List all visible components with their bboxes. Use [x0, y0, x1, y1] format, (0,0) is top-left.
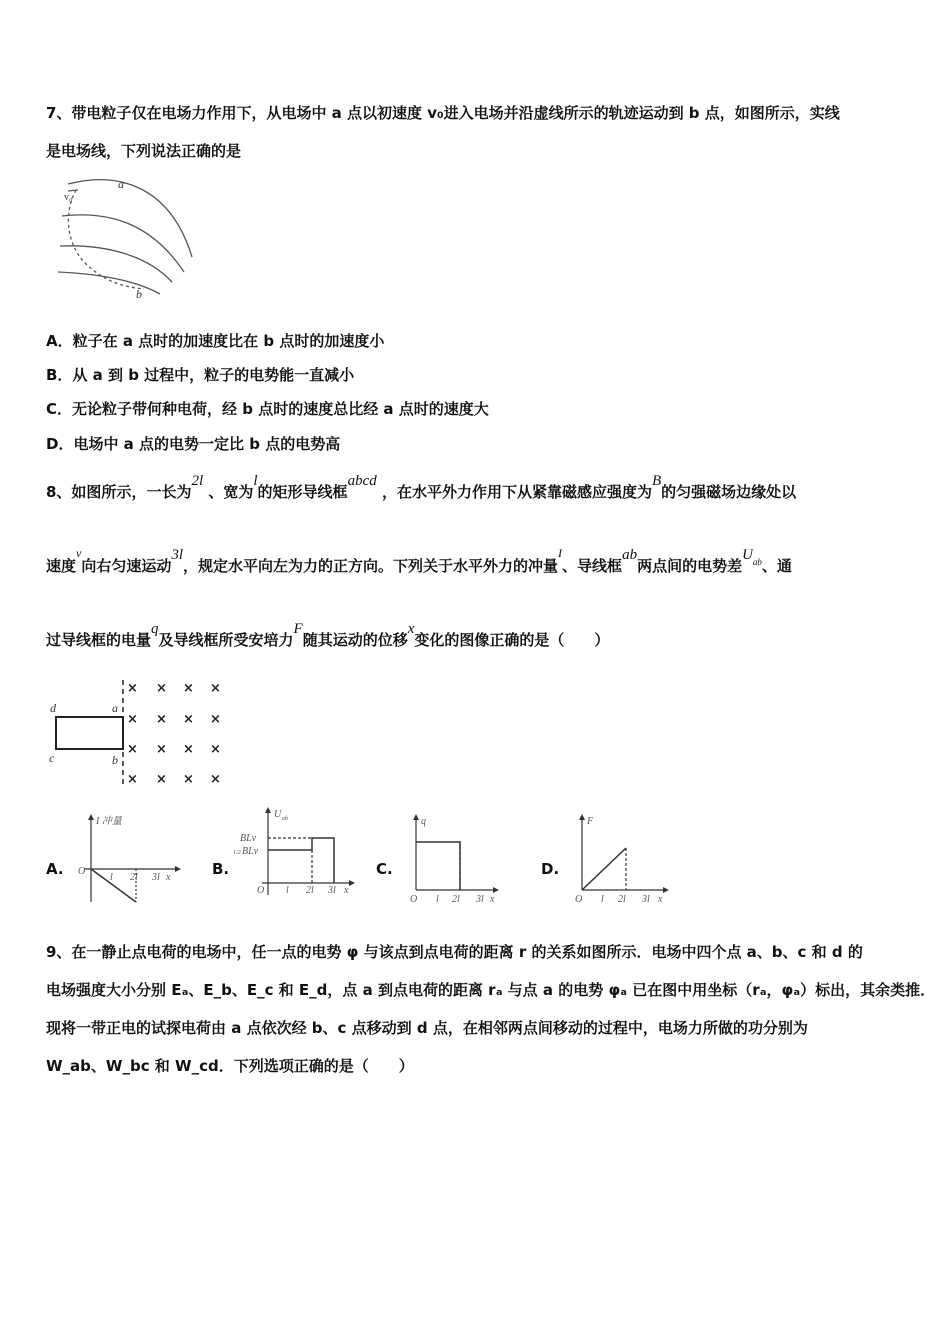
q7-stem-line1: 7、带电粒子仅在电场力作用下，从电场中 a 点以初速度 v₀进入电场并沿虚线所示的轨迹运动到 b 点，如图所示，实线 [46, 104, 840, 122]
label-v0: v₀ [64, 192, 73, 203]
q7-option-d: D．电场中 a 点的电势一定比 b 点的电势高 [46, 435, 341, 453]
svg-text:×: × [127, 681, 138, 696]
svg-text:×: × [210, 742, 221, 757]
field-line-4 [58, 272, 160, 294]
label-d: d [50, 701, 56, 715]
svg-text:x: x [166, 872, 171, 883]
svg-text:×: × [183, 681, 194, 696]
label-b: b [136, 287, 142, 301]
svg-text:×: × [183, 712, 194, 727]
svg-text:l: l [110, 872, 113, 883]
trajectory-dashed [68, 190, 144, 289]
svg-text:2l: 2l [306, 885, 314, 896]
label-b: b [112, 753, 118, 767]
svg-text:l: l [601, 894, 604, 905]
svg-text:3l: 3l [152, 872, 160, 883]
svg-text:l: l [286, 885, 289, 896]
field-line-1 [68, 180, 192, 257]
label-a: a [118, 177, 124, 191]
q8-loop-field-figure [46, 676, 236, 791]
q8-stem-line3: 过导线框的电量q及导线框所受安培力F随其运动的位移x变化的图像正确的是（ ） [46, 621, 610, 649]
svg-text:×: × [156, 742, 167, 757]
q8-graph-d [568, 812, 673, 908]
q9-stem-line1: 9、在一静止点电荷的电场中，任一点的电势 φ 与该点到点电荷的距离 r 的关系如图所示．电场中四个点 a、b、c 和 d 的 [46, 943, 863, 961]
q8-option-b-label: B. [212, 860, 230, 878]
q9-stem-line2: 电场强度大小分别 Eₐ、E_b、E_c 和 E_d，点 a 到点电荷的距离 rₐ 与点 a 的电势 φₐ 已在图中用坐标（rₐ，φₐ）标出，其余类推． [46, 981, 936, 999]
svg-text:×: × [183, 742, 194, 757]
svg-text:x: x [490, 894, 495, 905]
svg-text:O: O [257, 885, 265, 896]
svg-text:O: O [410, 894, 418, 905]
field-line-2 [62, 215, 184, 272]
q8-stem-line1: 8、如图所示，一长为2l 、宽为l的矩形导线框abcd ，在水平外力作用下从紧靠磁感应强度为B的匀强磁场边缘处以 [46, 473, 797, 501]
q7-stem-line2: 是电场线，下列说法正确的是 [46, 142, 242, 160]
q9-stem-line4: W_ab、W_bc 和 W_cd．下列选项正确的是（ ） [46, 1057, 414, 1075]
svg-text:l: l [436, 894, 439, 905]
svg-text:F: F [587, 816, 594, 827]
svg-text:×: × [210, 712, 221, 727]
q7-option-b: B．从 a 到 b 过程中，粒子的电势能一直减小 [46, 366, 355, 384]
svg-text:x: x [344, 885, 349, 896]
svg-text:×: × [156, 772, 167, 787]
svg-text:×: × [127, 742, 138, 757]
svg-text:2l: 2l [452, 894, 460, 905]
svg-text:ab: ab [282, 816, 288, 822]
svg-text:3l: 3l [476, 894, 484, 905]
q8-graph-b [230, 805, 360, 901]
svg-text:×: × [127, 772, 138, 787]
svg-text:×: × [127, 712, 138, 727]
svg-text:×: × [210, 681, 221, 696]
q7-field-line-figure [54, 172, 204, 307]
velocity-arrow [68, 190, 78, 191]
svg-text:BLv: BLv [240, 833, 257, 844]
svg-text:O: O [78, 866, 86, 877]
q8-option-c-label: C. [376, 860, 393, 878]
label-a: a [112, 701, 118, 715]
svg-text:1/2: 1/2 [233, 850, 241, 856]
svg-text:×: × [210, 772, 221, 787]
q8-option-a-label: A. [46, 860, 64, 878]
svg-text:3l: 3l [642, 894, 650, 905]
wire-loop [56, 717, 123, 749]
svg-text:x: x [658, 894, 663, 905]
q8-graph-c [402, 812, 502, 908]
svg-text:2l: 2l [130, 872, 138, 883]
q9-stem-line3: 现将一带正电的试探电荷由 a 点依次经 b、c 点移动到 d 点，在相邻两点间移动的过程中，电场力所做的功分别为 [46, 1019, 808, 1037]
q8-stem-line2: 速度$^v$向右匀速运动3l，规定水平向左为力的正方向。下列关于水平外力的冲量$^I$、导线框ab两点间的电势差$U^{ab}$、通 [46, 546, 792, 575]
q8-option-d-label: D. [541, 860, 560, 878]
svg-text:U: U [274, 809, 282, 820]
svg-text:q: q [421, 816, 426, 827]
svg-text:I 冲量: I 冲量 [96, 816, 122, 827]
svg-text:O: O [575, 894, 583, 905]
svg-text:BLv: BLv [242, 846, 259, 857]
q8-graph-a [74, 812, 184, 910]
svg-text:2l: 2l [618, 894, 626, 905]
q7-option-a: A．粒子在 a 点时的加速度比在 b 点时的加速度小 [46, 332, 385, 350]
label-c: c [49, 751, 55, 765]
svg-text:3l: 3l [328, 885, 336, 896]
svg-text:×: × [156, 681, 167, 696]
q7-option-c: C．无论粒子带何种电荷，经 b 点时的速度总比经 a 点时的速度大 [46, 400, 489, 418]
svg-text:×: × [156, 712, 167, 727]
svg-text:×: × [183, 772, 194, 787]
field-line-3 [60, 246, 172, 282]
